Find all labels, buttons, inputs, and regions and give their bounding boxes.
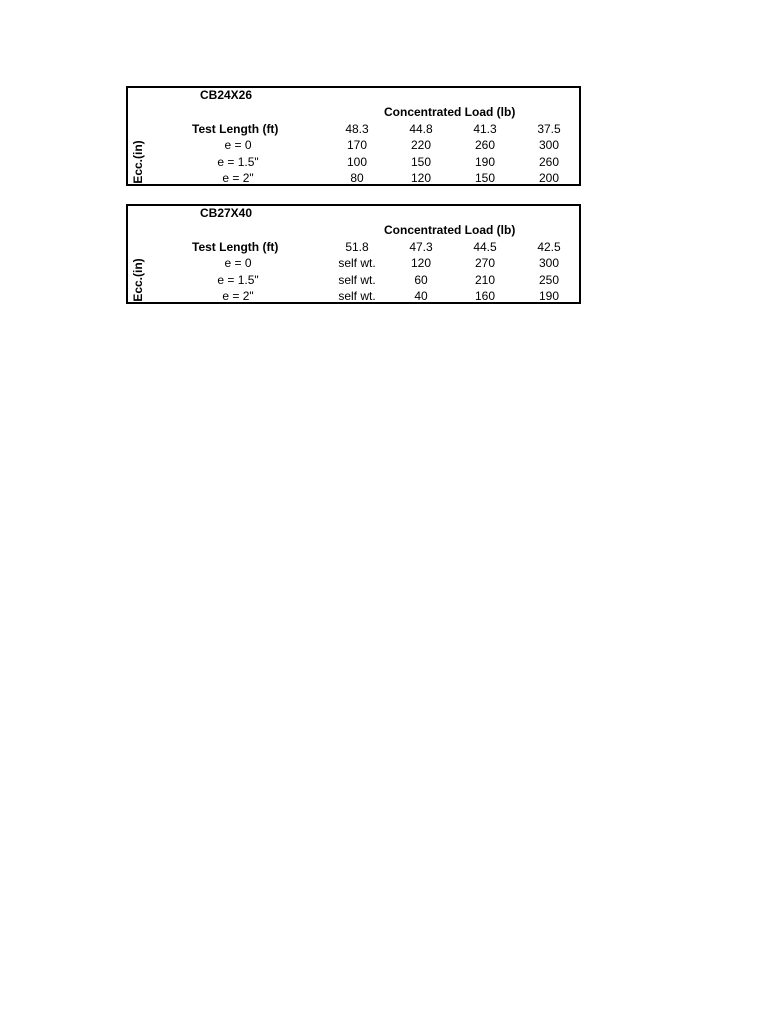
load-value: 120	[410, 256, 432, 270]
load-value: 260	[538, 155, 560, 169]
section-title: CB27X40	[200, 206, 253, 220]
length-value: 47.3	[409, 240, 433, 254]
load-value: 190	[474, 155, 496, 169]
row-label: e = 1.5"	[217, 155, 259, 169]
load-value: 270	[474, 256, 496, 270]
section-title: CB24X26	[200, 88, 253, 102]
row-label: e = 1.5"	[217, 273, 259, 287]
load-value: 300	[538, 256, 560, 270]
load-value: 40	[414, 289, 428, 303]
test-length-label: Test Length (ft)	[192, 122, 279, 136]
eccentricity-axis-label: Ecc.(in)	[131, 258, 145, 302]
load-value: 200	[538, 171, 560, 185]
load-value: 80	[350, 171, 364, 185]
load-value: 170	[346, 138, 368, 152]
load-value: 300	[538, 138, 560, 152]
load-table-cb24x26	[126, 86, 581, 186]
length-value: 42.5	[537, 240, 561, 254]
load-value: 260	[474, 138, 496, 152]
row-label: e = 2"	[222, 289, 254, 303]
row-label: e = 2"	[222, 171, 254, 185]
load-header: Concentrated Load (lb)	[384, 223, 516, 237]
load-value: 190	[538, 289, 560, 303]
load-value: 150	[410, 155, 432, 169]
load-table-cb27x40	[126, 204, 581, 304]
length-value: 44.8	[409, 122, 433, 136]
row-label: e = 0	[224, 256, 252, 270]
test-length-label: Test Length (ft)	[192, 240, 279, 254]
load-value: 210	[474, 273, 496, 287]
load-value: self wt.	[338, 289, 376, 303]
eccentricity-axis-label: Ecc.(in)	[131, 140, 145, 184]
load-value: 220	[410, 138, 432, 152]
length-value: 37.5	[537, 122, 561, 136]
length-value: 41.3	[473, 122, 497, 136]
load-header: Concentrated Load (lb)	[384, 105, 516, 119]
load-value: 120	[410, 171, 432, 185]
load-value: 250	[538, 273, 560, 287]
load-value: self wt.	[338, 256, 376, 270]
length-value: 44.5	[473, 240, 497, 254]
load-value: 100	[346, 155, 368, 169]
load-value: self wt.	[338, 273, 376, 287]
load-value: 60	[414, 273, 428, 287]
row-label: e = 0	[224, 138, 252, 152]
length-value: 51.8	[345, 240, 369, 254]
length-value: 48.3	[345, 122, 369, 136]
load-value: 150	[474, 171, 496, 185]
load-value: 160	[474, 289, 496, 303]
